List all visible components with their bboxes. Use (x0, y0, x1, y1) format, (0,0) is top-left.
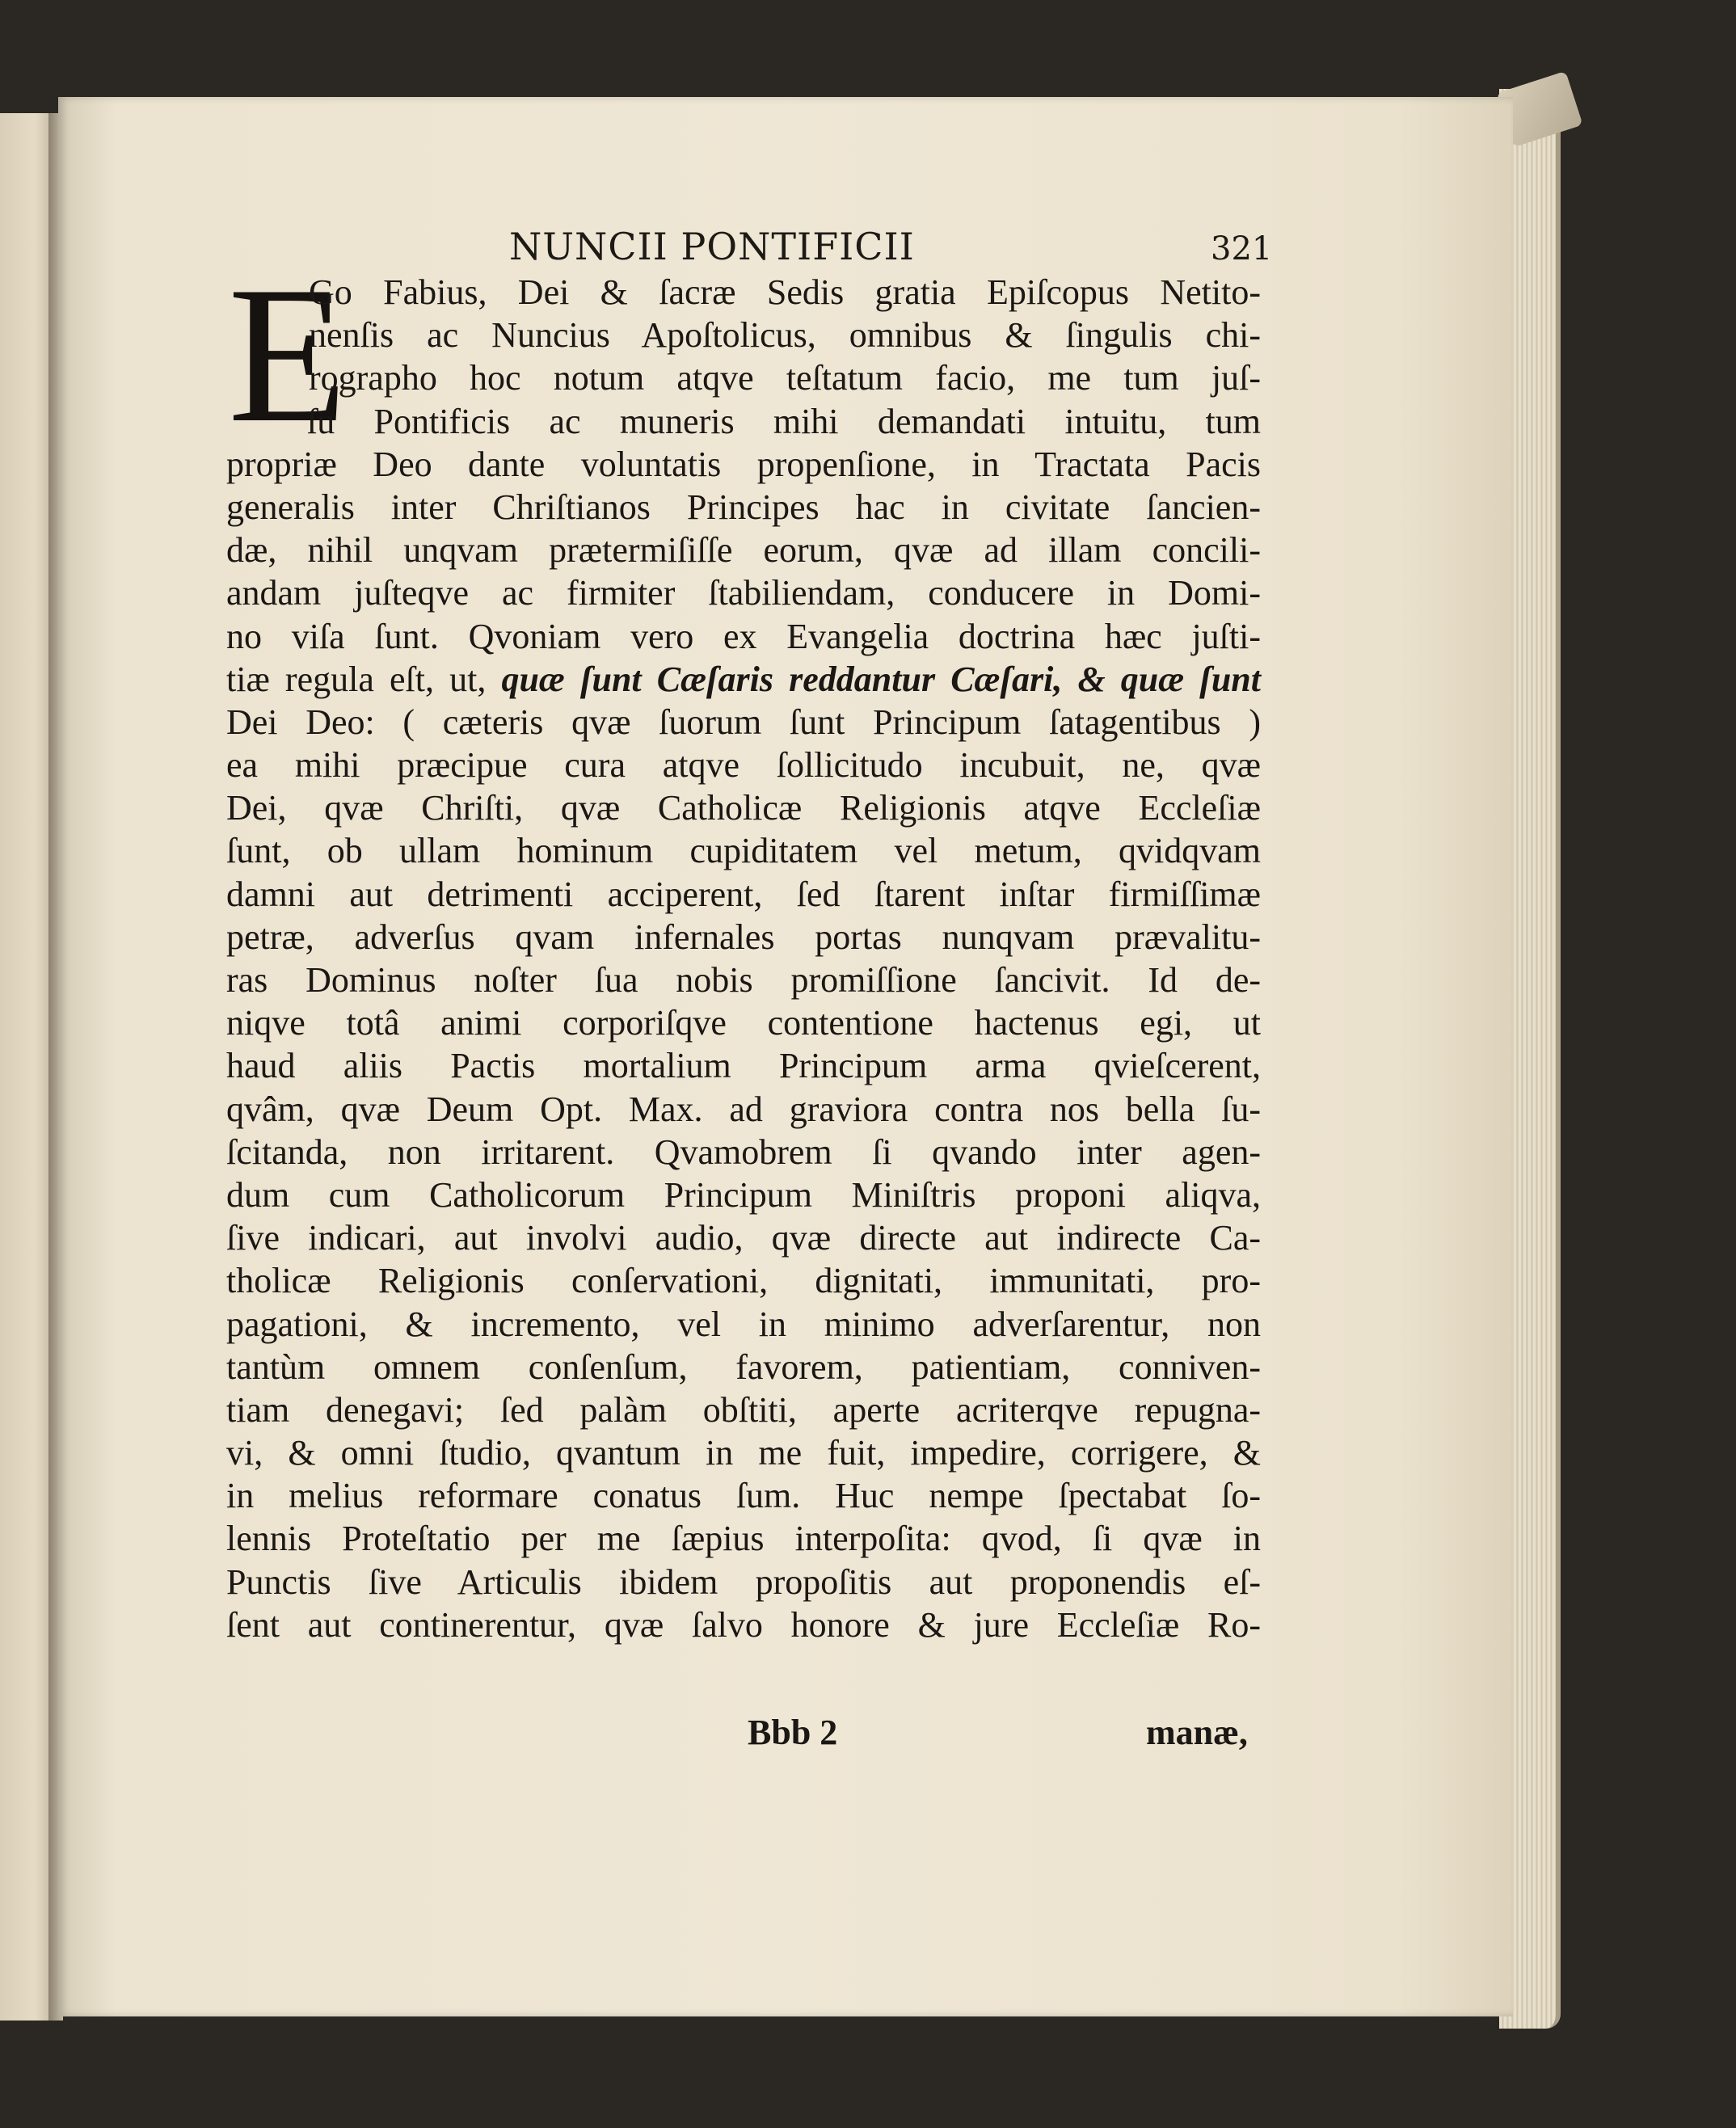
text-line: nenſis ac Nuncius Apoſtolicus, omnibus & ſingulis chi- (309, 315, 1261, 356)
text-line: ea mihi præcipue cura atqve ſollicitudo incubuit, ne, qvæ (226, 745, 1261, 786)
text-line: damni aut detrimenti acciperent, ſed ſtarent inſtar firmiſſimæ (226, 874, 1261, 914)
text-line: ſu Pontificis ac muneris mihi demandati intuitu, tum (307, 401, 1261, 441)
text-line: dæ, nihil unqvam prætermiſiſſe eorum, qvæ ad illam concili- (226, 530, 1261, 571)
text-line: petræ, adverſus qvam infernales portas nunqvam prævalitu- (226, 917, 1261, 957)
text-line: haud aliis Pactis mortalium Principum arma qvieſcerent, (226, 1046, 1261, 1086)
text-line: qvâm, qvæ Deum Opt. Max. ad graviora contra nos bella ſu- (226, 1089, 1261, 1129)
text-line: ſcitanda, non irritarent. Qvamobrem ſi qvando inter agen- (226, 1131, 1261, 1172)
text-line: niqve totâ animi corporiſqve contentione hactenus egi, ut (226, 1003, 1261, 1043)
signature-mark: Bbb 2 (748, 1713, 838, 1752)
running-title: NUNCII PONTIFICII (509, 225, 915, 268)
text-line: ſive indicari, aut involvi audio, qvæ directe aut indirecte Ca- (226, 1218, 1261, 1258)
text-line: generalis inter Chriſtianos Principes hac in civitate ſancien- (226, 487, 1261, 527)
text-line: pagationi, & incremento, vel in minimo adverſarentur, non (226, 1304, 1261, 1344)
text-segment: tiæ regula eſt, ut, (226, 659, 502, 699)
text-line: dum cum Catholicorum Principum Miniſtris proponi aliqva, (226, 1174, 1261, 1215)
text-line: tholicæ Religionis conſervationi, dignitati, immunitati, pro- (226, 1261, 1261, 1301)
text-line: Punctis ſive Articulis ibidem propoſitis aut proponendis eſ- (226, 1561, 1261, 1602)
text-line: Dei, qvæ Chriſti, qvæ Catholicæ Religionis atqve Eccleſiæ (226, 788, 1261, 828)
text-line: Go Fabius, Dei & ſacræ Sedis gratia Epiſcopus Netito- (309, 272, 1261, 312)
text-line: ras Dominus noſter ſua nobis promiſſione ſancivit. Id de- (226, 960, 1261, 1000)
text-line: vi, & omni ſtudio, qvantum in me fuit, impedire, corrigere, & (226, 1433, 1261, 1473)
body-text (226, 271, 1261, 1646)
page-number: 321 (1211, 230, 1273, 268)
text-line: rographo hoc notum atqve teſtatum facio, me tum juſ- (309, 358, 1261, 398)
text-line: tantùm omnem conſenſum, favorem, patientiam, conniven- (226, 1346, 1261, 1387)
italic-quote: quæ ſunt Cæſaris reddantur Cæſari, & quæ ſunt (501, 659, 1262, 699)
text-line: tiam denegavi; ſed palàm obſtiti, aperte acriterqve repugna- (226, 1389, 1261, 1430)
text-line: andam juſteqve ac firmiter ſtabiliendam, conducere in Domi- (226, 573, 1261, 613)
text-line: lennis Proteſtatio per me ſæpius interpoſita: qvod, ſi qvæ in (226, 1519, 1261, 1559)
text-line: ſent aut continerentur, qvæ ſalvo honore & jure Eccleſiæ Ro- (226, 1604, 1261, 1645)
text-line: Dei Deo: ( cæteris qvæ ſuorum ſunt Principum ſatagentibus ) (226, 702, 1261, 742)
text-line: in melius reformare conatus ſum. Huc nempe ſpectabat ſo- (226, 1476, 1261, 1516)
drop-cap: E (228, 247, 348, 463)
text-line: ſunt, ob ullam hominum cupiditatem vel metum, qvidqvam (226, 831, 1261, 871)
text-line: no viſa ſunt. Qvoniam vero ex Evangelia doctrina hæc juſti- (226, 616, 1261, 656)
text-line-with-quote (226, 658, 1261, 701)
catchword: manæ, (1146, 1713, 1248, 1752)
text-line: propriæ Deo dante voluntatis propenſione, in Tractata Pacis (226, 444, 1261, 484)
